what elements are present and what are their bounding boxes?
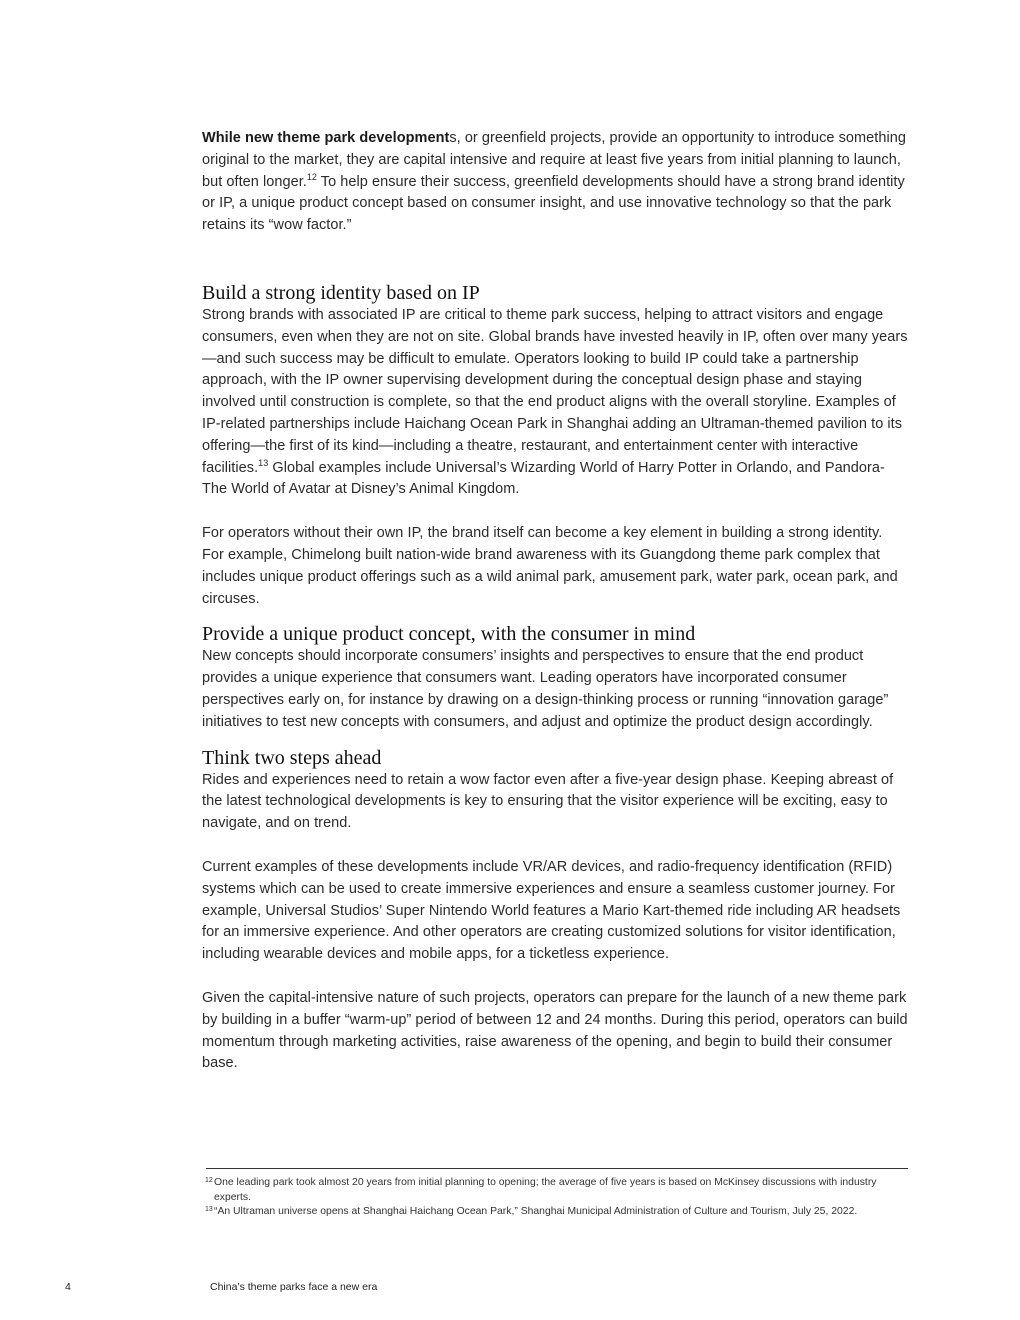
running-title: China’s theme parks face a new era (210, 1281, 378, 1293)
article-body (202, 128, 908, 1075)
footnote-12-text: One leading park took almost 20 years from initial planning to opening; the average of five years is based on McKinsey discussions with industry experts. (214, 1177, 877, 1203)
identity-paragraph-2: For operators without their own IP, the brand itself can become a key element in building a strong identity. For example, Chimelong built nation-wide brand awareness with its Guangdong theme park complex that includes unique product offerings such as a wild animal park, amusement park, water park, ocean park, and circuses. (202, 525, 898, 607)
concept-paragraph-1: New concepts should incorporate consumers’ insights and perspectives to ensure that the end product provides a unique experience that consumers want. Leading operators have incorporated consumer perspectives early on, for instance by drawing on a design-thinking process or running “innovation garage” initiatives to test new concepts with consumers, and adjust and optimize the product design accordingly. (202, 648, 889, 730)
identity-p1-text-2: Global examples include Universal’s Wizarding World of Harry Potter in Orlando, and Pandora-The World of Avatar at Disney’s Animal Kingdom. (202, 459, 885, 498)
identity-paragraph-1 (202, 305, 908, 501)
footnote-ref-13[interactable]: 13 (258, 457, 269, 468)
footnote-12: 12 One leading park took almost 20 years from initial planning to opening; the average of five years is based on McKinsey discussions with industry experts. (205, 1177, 877, 1203)
intro-text-1: s, or greenfield projects, provide an opportunity to introduce something original to the market, they are capital intensive and require at least five years from initial planning to launch, but often longer. (202, 130, 906, 190)
footnotes (206, 1168, 908, 1220)
page-number: 4 (65, 1281, 71, 1293)
intro-paragraph (202, 128, 908, 237)
footnote-13: 13 “An Ultraman universe opens at Shanghai Haichang Ocean Park,” Shanghai Municipal Administration of Culture and Tourism, July 25, 2022. (205, 1206, 858, 1217)
footnote-ref-12[interactable]: 12 (306, 171, 317, 182)
intro-text-2: To help ensure their success, greenfield developments should have a strong brand identity or IP, a unique product concept based on consumer insight, and use innovative technology so that the park retains its “wow factor.” (202, 173, 905, 234)
heading-think-ahead: Think two steps ahead (202, 746, 382, 769)
heading-identity-ip: Build a strong identity based on IP (202, 281, 480, 304)
ahead-paragraph-3: Given the capital-intensive nature of such projects, operators can prepare for the launch of a new theme park by building in a buffer “warm-up” period of between 12 and 24 months. During this period, operators can build momentum through marketing activities, raise awareness of the opening, and begin to build their consumer base. (202, 989, 908, 1072)
footnote-13-text: “An Ultraman universe opens at Shanghai Haichang Ocean Park,” Shanghai Municipal Administration of Culture and Tourism, July 25, 2022. (214, 1206, 858, 1217)
ahead-paragraph-2: Current examples of these developments include VR/AR devices, and radio-frequency identification (RFID) systems which can be used to create immersive experiences and ensure a seamless customer journey. For example, Universal Studios’ Super Nintendo World features a Mario Kart-themed ride including AR headsets for an immersive experience. And other operators are creating customized solutions for visitor identification, including wearable devices and mobile apps, for a ticketless experience. (202, 858, 901, 963)
ahead-paragraph-1: Rides and experiences need to retain a wow factor even after a five-year design phase. Keeping abreast of the latest technological developments is key to ensuring that the visitor experience will be exciting, easy to navigate, and on trend. (202, 771, 894, 832)
identity-p1-text-1: Strong brands with associated IP are critical to theme park success, helping to attract visitors and engage consumers, even when they are not on site. Global brands have invested heavily in IP, often over many years—and such success may be difficult to emulate. Operators looking to build IP could take a partnership approach, with the IP owner supervising development during the conceptual design phase and staying involved until construction is complete, so that the end product aligns with the overall storyline. Examples of IP-related partnerships include Haichang Ocean Park in Shanghai adding an Ultraman-themed pavilion to its offering—the first of its kind—including a theatre, restaurant, and entertainment center with interactive facilities. (202, 306, 908, 476)
intro-lead: While new theme park development (202, 130, 450, 146)
heading-product-concept: Provide a unique product concept, with the consumer in mind (202, 623, 696, 646)
